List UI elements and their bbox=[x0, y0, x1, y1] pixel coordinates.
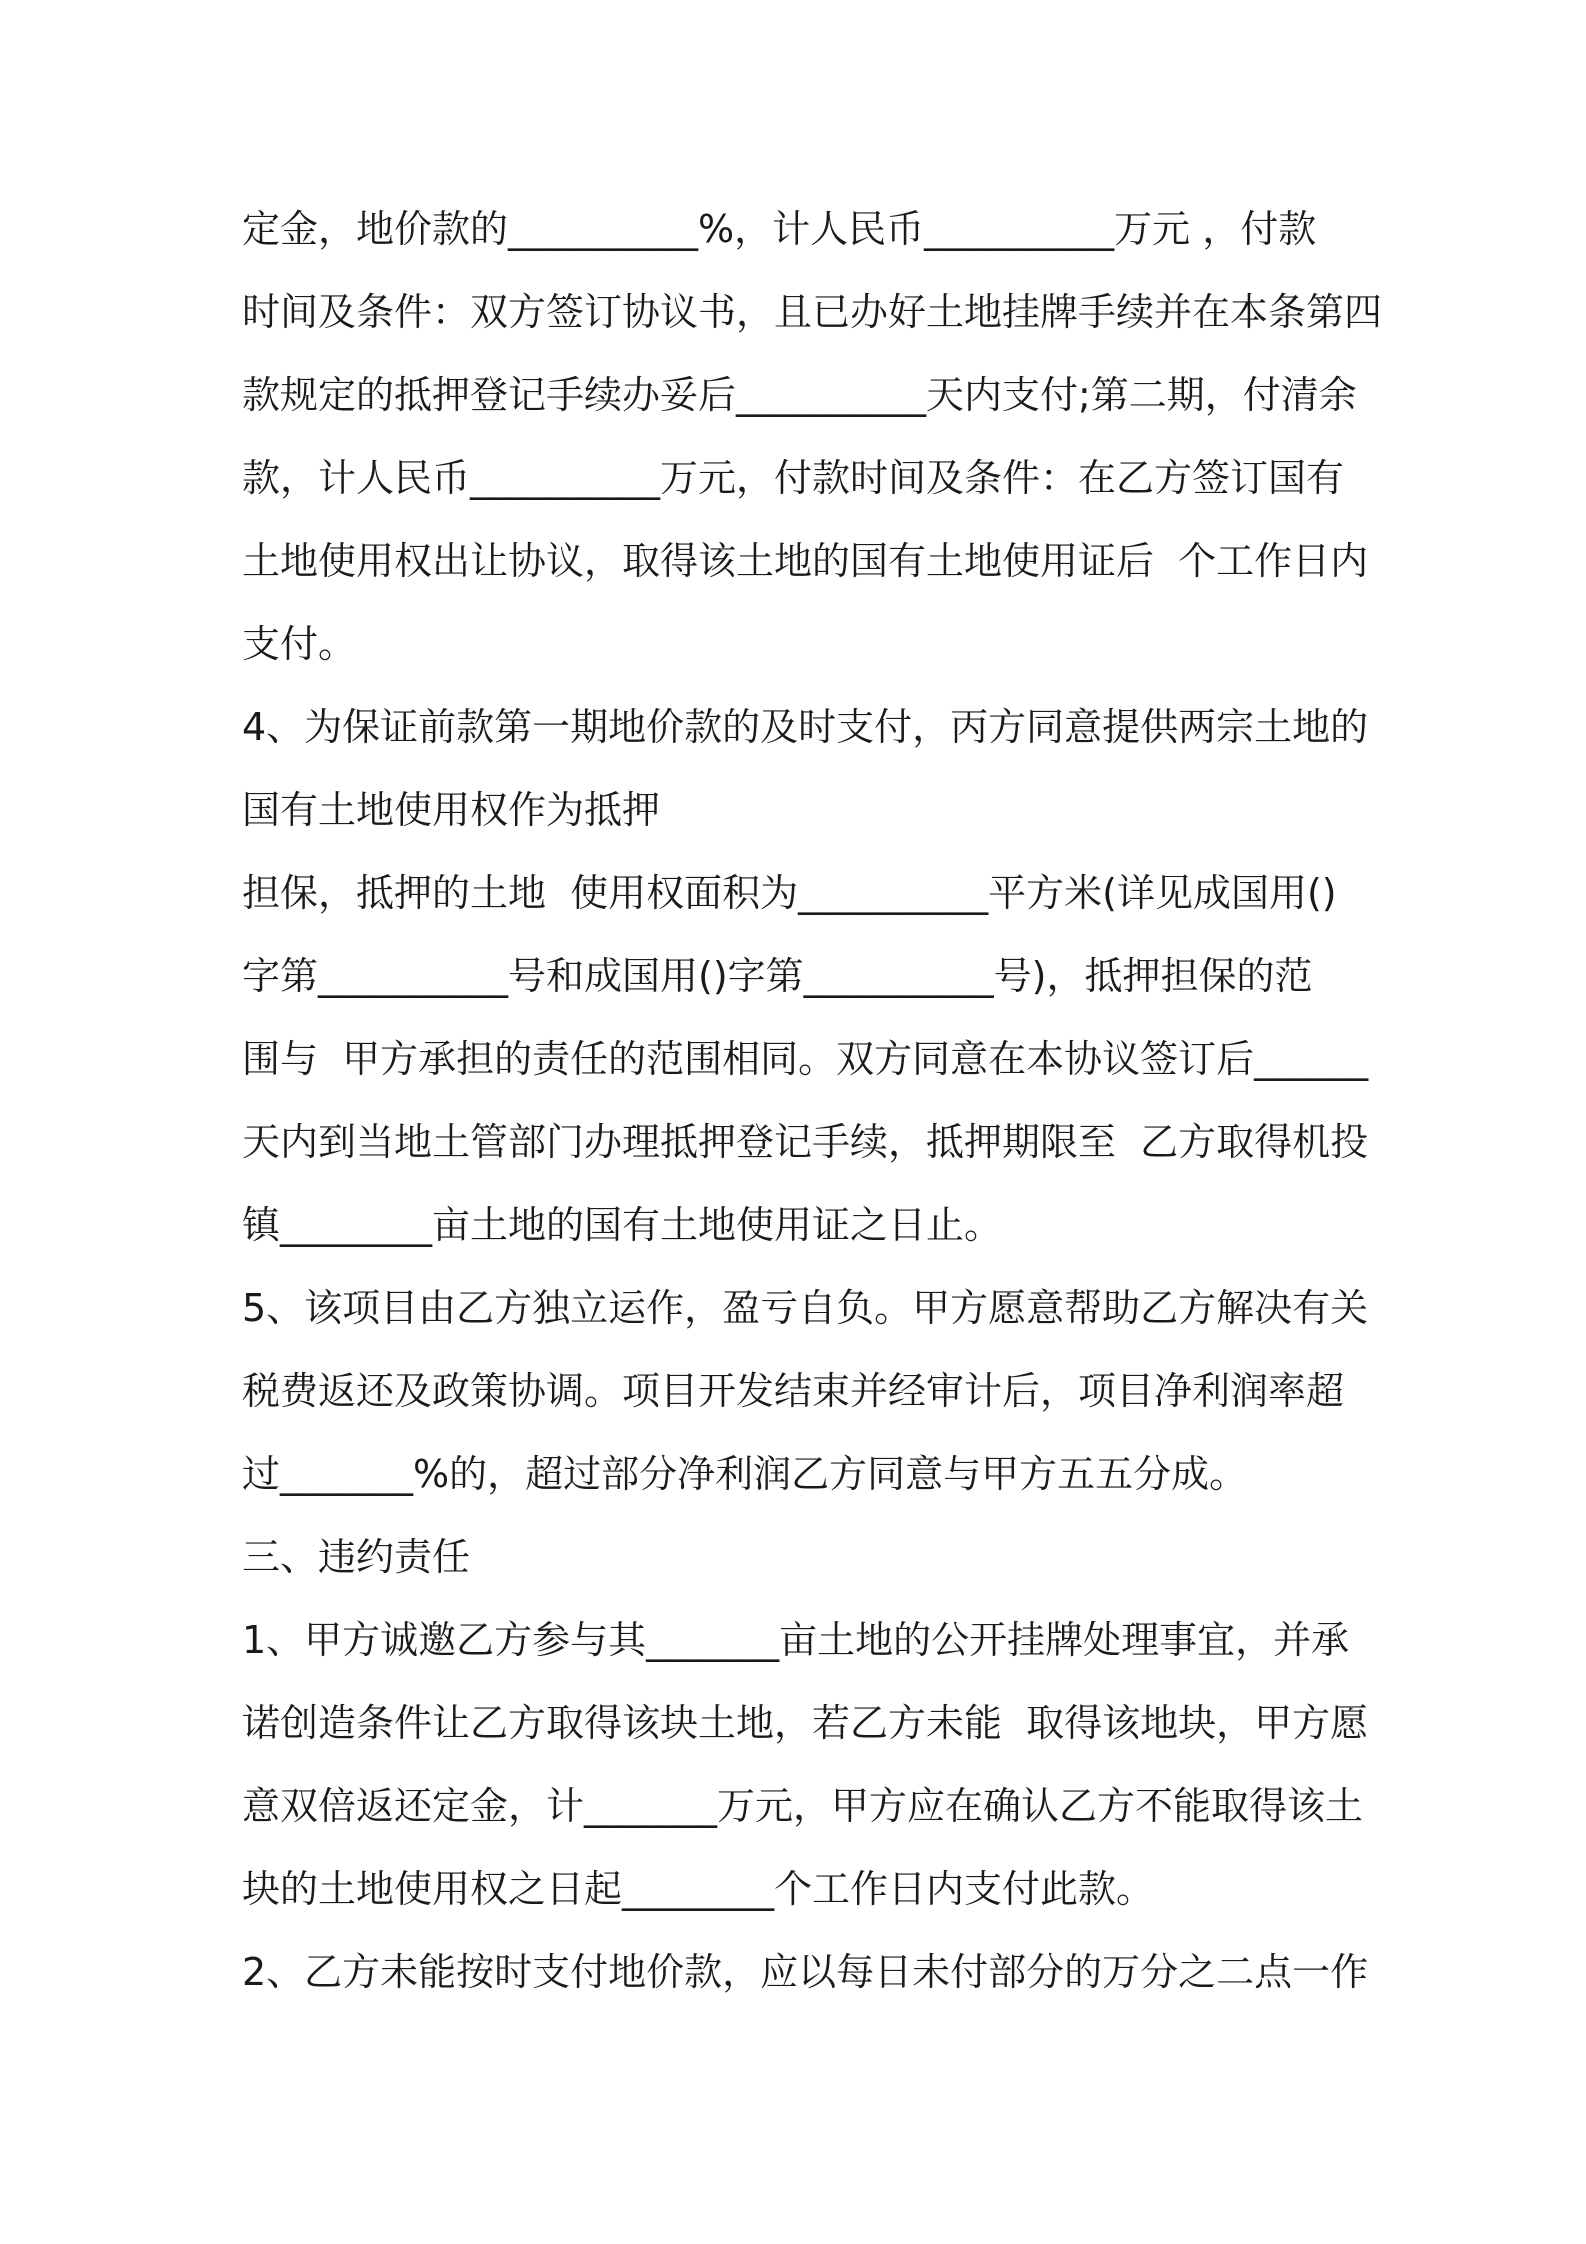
text-line: 国有土地使用权作为抵押 bbox=[242, 788, 661, 832]
text-line: 字第__________号和成国用()字第__________号)，抵押担保的范 bbox=[242, 954, 1313, 998]
text-line: 1、甲方诚邀乙方参与其_______亩土地的公开挂牌处理事宜，并承 bbox=[242, 1618, 1350, 1662]
text-line: 围与 甲方承担的责任的范围相同。双方同意在本协议签订后______ bbox=[242, 1037, 1369, 1081]
text-line: 过_______%的，超过部分净利润乙方同意与甲方五五分成。 bbox=[242, 1452, 1248, 1496]
text-line: 支付。 bbox=[242, 622, 357, 666]
text-line: 土地使用权出让协议，取得该土地的国有土地使用证后 个工作日内 bbox=[242, 539, 1369, 583]
text-line: 税费返还及政策协调。项目开发结束并经审计后，项目净利润率超 bbox=[242, 1369, 1345, 1413]
text-line: 2、乙方未能按时支付地价款，应以每日未付部分的万分之二点一作 bbox=[242, 1950, 1369, 1994]
text-line: 定金，地价款的__________%，计人民币__________万元 ，付款 bbox=[242, 207, 1317, 251]
text-line: 块的土地使用权之日起________个工作日内支付此款。 bbox=[242, 1867, 1155, 1911]
text-line: 5、该项目由乙方独立运作，盈亏自负。甲方愿意帮助乙方解决有关 bbox=[242, 1286, 1369, 1330]
text-line: 意双倍返还定金，计_______万元，甲方应在确认乙方不能取得该土 bbox=[242, 1784, 1364, 1828]
text-line: 款规定的抵押登记手续办妥后__________天内支付;第二期，付清余 bbox=[242, 373, 1357, 417]
text-line: 天内到当地土管部门办理抵押登记手续，抵押期限至 乙方取得机投 bbox=[242, 1120, 1369, 1164]
text-line: 诺创造条件让乙方取得该块土地，若乙方未能 取得该地块，甲方愿 bbox=[242, 1701, 1369, 1745]
text-line: 镇________亩土地的国有土地使用证之日止。 bbox=[242, 1203, 1003, 1247]
text-line: 时间及条件：双方签订协议书，且已办好土地挂牌手续并在本条第四 bbox=[242, 290, 1383, 334]
section-heading: 三、违约责任 bbox=[242, 1535, 471, 1579]
text-line: 款，计人民币__________万元，付款时间及条件：在乙方签订国有 bbox=[242, 456, 1345, 500]
text-line: 4、为保证前款第一期地价款的及时支付，丙方同意提供两宗土地的 bbox=[242, 705, 1369, 749]
text-line: 担保，抵押的土地 使用权面积为__________平方米(详见成国用() bbox=[242, 871, 1337, 915]
